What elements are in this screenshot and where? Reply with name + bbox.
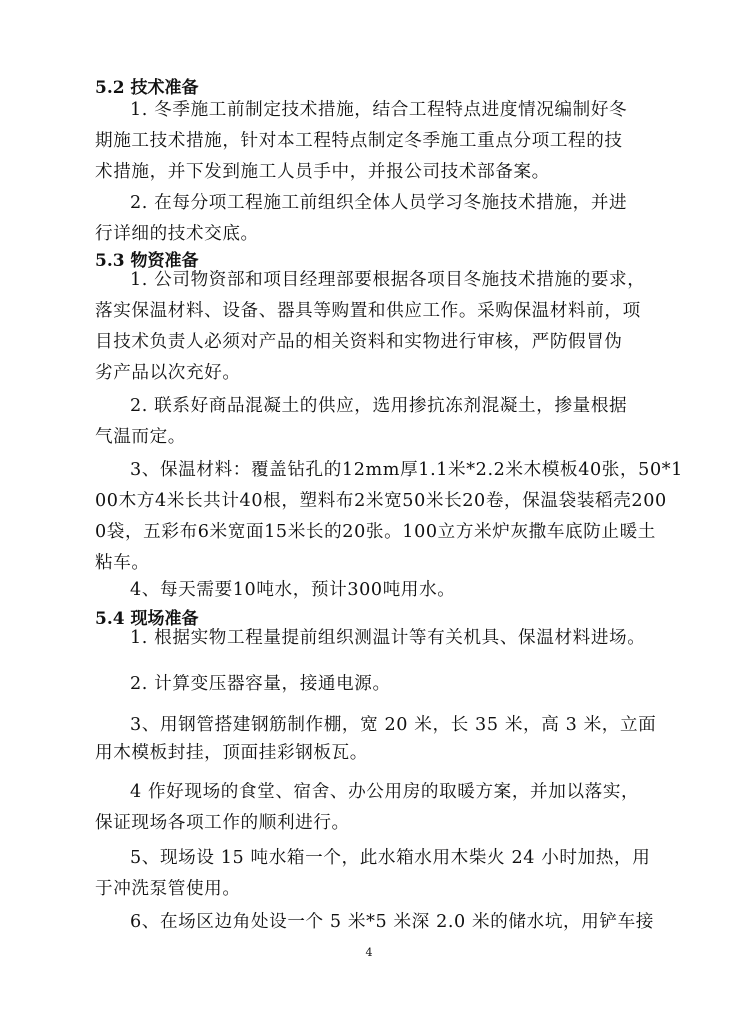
section-heading-5-2: 5.2 技术准备 xyxy=(95,78,199,98)
paragraph-line: 落实保温材料、设备、器具等购置和供应工作。采购保温材料前，项 xyxy=(95,301,641,321)
paragraph-line: 1. 根据实物工程量提前组织测温计等有关机具、保温材料进场。 xyxy=(130,628,646,648)
paragraph-line: 用木模板封挂，顶面挂彩钢板瓦。 xyxy=(95,743,368,763)
paragraph-line: 1. 公司物资部和项目经理部要根据各项目冬施技术措施的要求， xyxy=(130,270,646,290)
paragraph-line: 4 作好现场的食堂、宿舍、办公用房的取暖方案，并加以落实， xyxy=(130,782,640,802)
paragraph-line: 于冲洗泵管使用。 xyxy=(95,879,241,899)
paragraph-line: 气温而定。 xyxy=(95,427,186,447)
paragraph-line: 期施工技术措施，针对本工程特点制定冬季施工重点分项工程的技 xyxy=(95,131,623,151)
paragraph-line: 0袋，五彩布6米宽面15米长的20张。100立方米炉灰撒车底防止暖土 xyxy=(95,522,656,542)
page-number: 4 xyxy=(365,946,373,959)
paragraph-line: 5、现场设 15 吨水箱一个，此水箱水用木柴火 24 小时加热，用 xyxy=(130,848,651,868)
paragraph-line: 2. 联系好商品混凝土的供应，选用掺抗冻剂混凝土，掺量根据 xyxy=(130,396,628,416)
paragraph-line: 00木方4米长共计40根，塑料布2米宽50米长20卷，保温袋装稻壳200 xyxy=(95,491,667,511)
paragraph-line: 2. 在每分项工程施工前组织全体人员学习冬施技术措施，并进 xyxy=(130,193,628,213)
paragraph-line: 目技术负责人必须对产品的相关资料和实物进行审核，严防假冒伪 xyxy=(95,332,623,352)
paragraph-line: 2. 计算变压器容量，接通电源。 xyxy=(130,674,391,694)
paragraph-line: 行详细的技术交底。 xyxy=(95,224,259,244)
paragraph-line: 保证现场各项工作的顺利进行。 xyxy=(95,813,350,833)
paragraph-line: 6、在场区边角处设一个 5 米*5 米深 2.0 米的储水坑，用铲车接 xyxy=(130,912,654,932)
paragraph-line: 粘车。 xyxy=(95,553,150,573)
section-heading-5-4: 5.4 现场准备 xyxy=(95,609,199,629)
paragraph-line: 3、用钢管搭建钢筋制作棚，宽 20 米，长 35 米，高 3 米，立面 xyxy=(130,715,657,735)
paragraph-line: 术措施，并下发到施工人员手中，并报公司技术部备案。 xyxy=(95,162,550,182)
paragraph-line: 4、每天需要10吨水，预计300吨用水。 xyxy=(130,580,456,600)
paragraph-line: 1. 冬季施工前制定技术措施，结合工程特点进度情况编制好冬 xyxy=(130,100,628,120)
paragraph-line: 劣产品以次充好。 xyxy=(95,363,241,383)
section-heading-5-3: 5.3 物资准备 xyxy=(95,251,199,271)
paragraph-line: 3、保温材料：覆盖钻孔的12mm厚1.1米*2.2米木模板40张，50*1 xyxy=(130,460,683,480)
